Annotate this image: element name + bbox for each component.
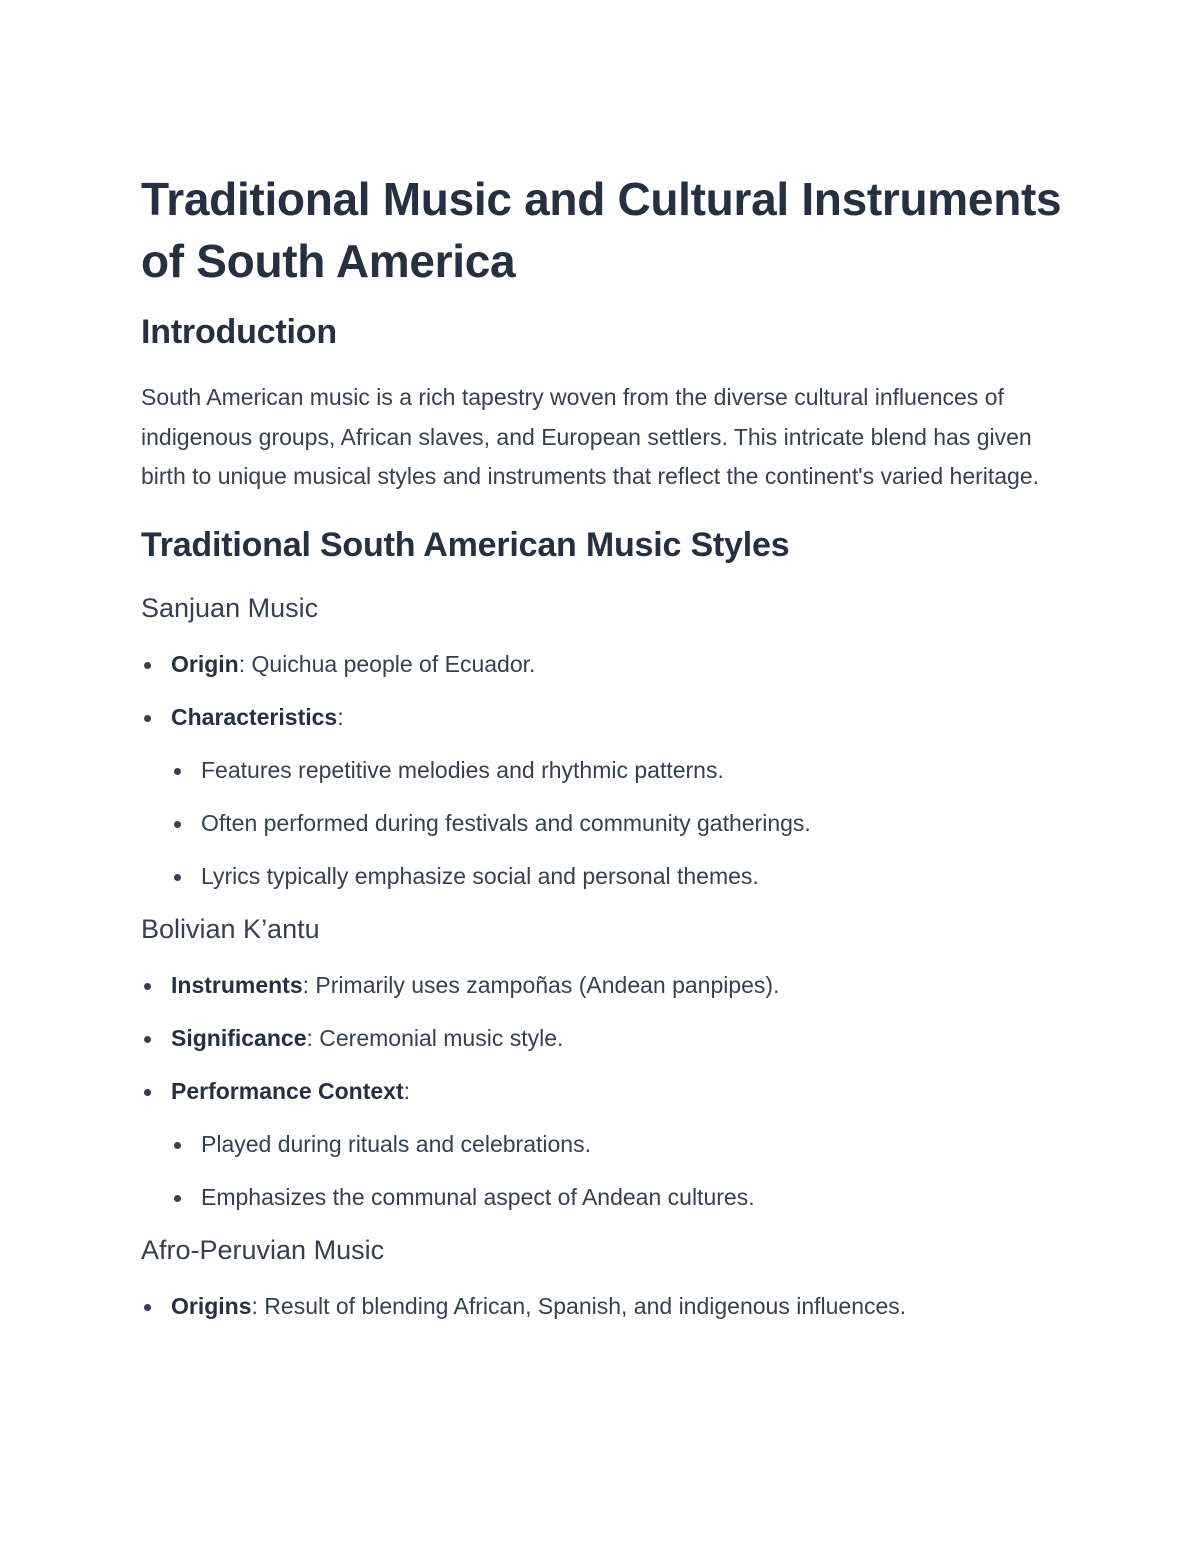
afro-peruvian-heading: Afro-Peruvian Music — [141, 1234, 385, 1265]
introduction-paragraph: South American music is a rich tapestry woven from the diverse cultural influences of indigenous groups, African slaves, and European settlers. This intricate blend has given birth to unique musical styles and instruments that reflect the continent's varied heritage. — [141, 384, 1040, 489]
characteristics-label: Characteristics — [171, 703, 338, 730]
sanjuan-list — [141, 648, 1071, 892]
list-item-characteristics — [141, 701, 1071, 733]
instruments-label: Instruments — [171, 971, 303, 998]
kantu-heading: Bolivian K’antu — [141, 913, 320, 944]
introduction-heading: Introduction — [141, 313, 337, 351]
instruments-text: : Primarily uses zampoñas (Andean panpipes). — [302, 971, 780, 998]
list-item-instruments — [141, 969, 1071, 1001]
list-item-performance-context — [141, 1075, 1071, 1107]
music-styles-heading: Traditional South American Music Styles — [141, 525, 790, 564]
list-item-origin — [141, 648, 1071, 680]
sanjuan-heading: Sanjuan Music — [141, 592, 319, 623]
origin-text: : Quichua people of Ecuador. — [238, 650, 536, 677]
kantu-list — [141, 969, 1071, 1213]
document-content — [141, 168, 1071, 1322]
sub-list-item: Often performed during festivals and community gatherings. — [171, 807, 1071, 839]
sub-list-item: Emphasizes the communal aspect of Andean cultures. — [171, 1181, 1071, 1213]
afro-peruvian-list — [141, 1290, 1071, 1322]
sub-list-item: Played during rituals and celebrations. — [171, 1128, 1071, 1160]
list-item-origins — [141, 1290, 1071, 1322]
sub-list-item: Lyrics typically emphasize social and personal themes. — [171, 860, 1071, 892]
list-item-significance — [141, 1022, 1071, 1054]
origins-text: : Result of blending African, Spanish, and indigenous influences. — [251, 1292, 907, 1319]
origin-label: Origin — [171, 650, 239, 677]
significance-label: Significance — [171, 1024, 307, 1051]
performance-context-label: Performance Context — [171, 1077, 404, 1104]
document-title: Traditional Music and Cultural Instruments of South America — [141, 173, 1062, 287]
significance-text: : Ceremonial music style. — [306, 1024, 564, 1051]
sub-list-item: Features repetitive melodies and rhythmic patterns. — [171, 754, 1071, 786]
characteristics-colon: : — [337, 703, 344, 730]
origins-label: Origins — [171, 1292, 252, 1319]
performance-context-colon: : — [403, 1077, 411, 1104]
